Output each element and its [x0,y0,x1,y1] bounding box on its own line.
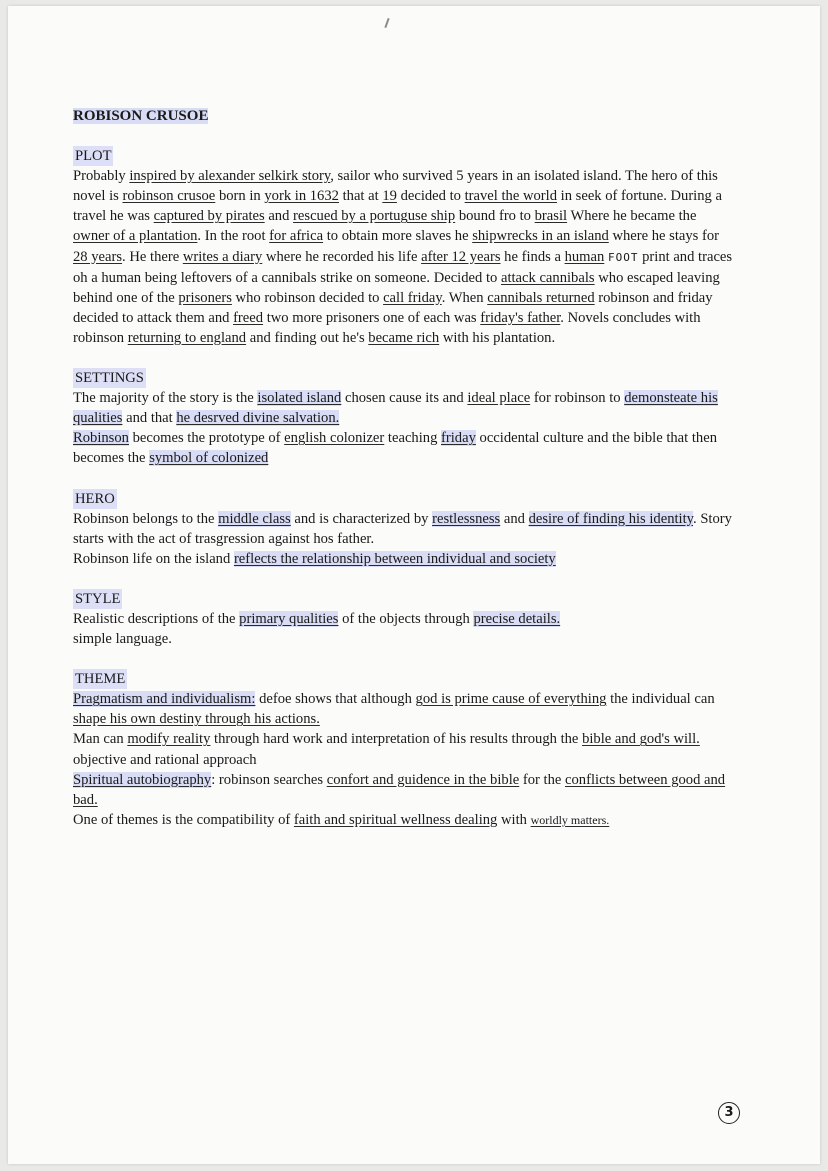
page-number-circle: 3 [718,1102,740,1124]
plot-section [73,146,733,348]
theme-paragraph: Pragmatism and individualism: defoe shows that although god is prime cause of everything the individual can shape his own destiny through his actions. Man can modify reality through hard work and interpretation of his results through the bible and god's will. objective and rational approach Spiritual autobiography: robinson searches confort and guidence in the bible for the conflicts between good and bad. One of themes is the compatibility of faith and spiritual wellness dealing with worldly matters. [73,691,726,828]
hero-heading: HERO [73,489,117,509]
style-section [73,589,733,649]
hero-paragraph: Robinson belongs to the middle class and is characterized by restlessness and desire of finding his identity. Story starts with the act of trasgression against hos father. Robinson life on the island reflects the relationship between individual and society [73,510,732,567]
pen-mark [384,18,389,28]
hero-section [73,489,733,569]
theme-section [73,669,733,830]
plot-paragraph: Probably inspired by alexander selkirk story, sailor who survived 5 years in an isolated island. The hero of this novel is robinson crusoe born in york in 1632 that at 19 decided to travel the world in seek of fortune. During a travel he was captured by pirates and rescued by a portuguse ship bound fro to brasil Where he became the owner of a plantation. In the root for africa to obtain more slaves he shipwrecks in an island where he stays for 28 years. He there writes a diary where he recorded his life after 12 years he finds a human FOOT print and traces oh a human being leftovers of a cannibals strike on someone. Decided to attack cannibals who escaped leaving behind one of the prisoners who robinson decided to call friday. When cannibals returned robinson and friday decided to attack them and freed two more prisoners one of each was friday's father. Novels concludes with robinson returning to england and finding out he's became rich with his plantation. [73,168,733,346]
style-paragraph: Realistic descriptions of the primary qualities of the objects through precise details. simple language. [73,610,561,648]
style-heading: STYLE [73,589,122,609]
document-title: ROBISON CRUSOE [73,108,209,124]
plot-heading: PLOT [73,146,113,166]
settings-section [73,368,733,468]
notes-content [73,106,733,850]
settings-paragraph: The majority of the story is the isolated island chosen cause its and ideal place for robinson to demonsteate his qualities and that he desrved divine salvation. Robinson becomes the prototype of english colonizer teaching friday occidental culture and the bible that then becomes the symbol of colonized [73,390,718,467]
theme-heading: THEME [73,669,127,689]
settings-heading: SETTINGS [73,368,146,388]
handwritten-foot-word: FOOT [607,250,639,264]
paper-page [8,6,820,1164]
